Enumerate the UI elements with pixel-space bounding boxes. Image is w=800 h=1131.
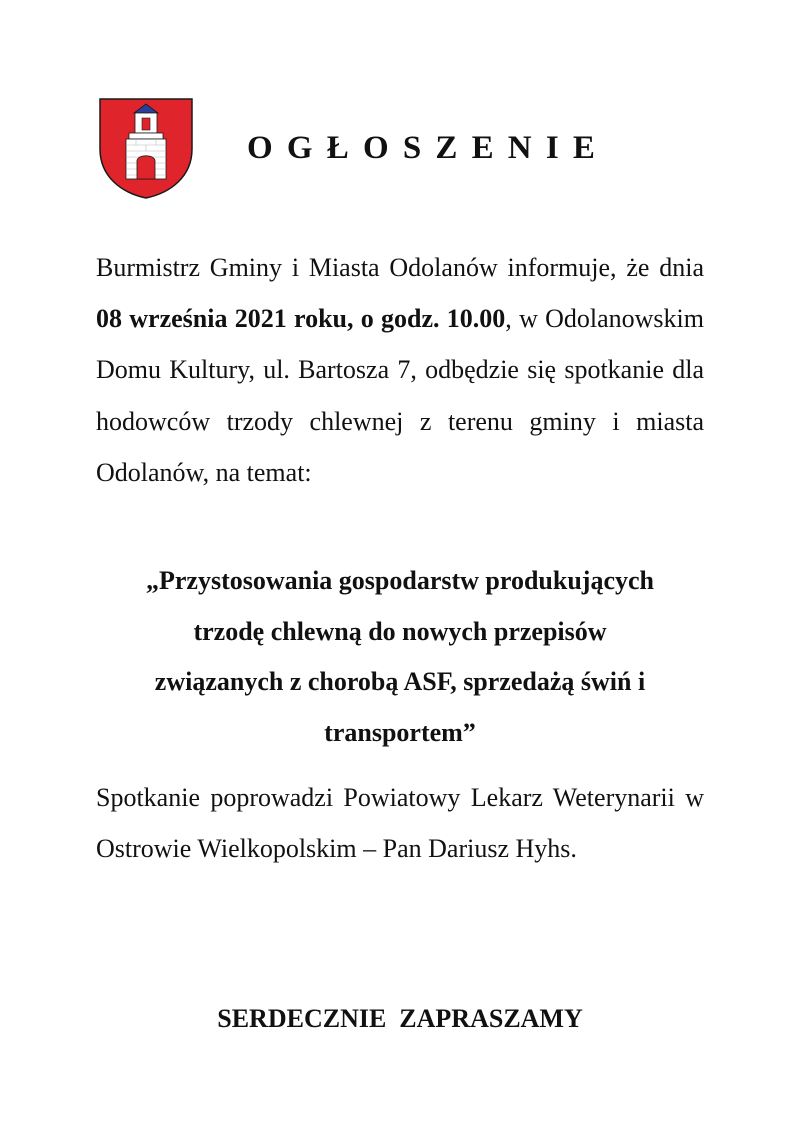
event-date: 08 września 2021 roku, o godz. 10.00 [96,304,506,334]
topic-line: transportem” [324,717,476,747]
topic-line: trzodę chlewną do nowych przepisów [193,616,607,646]
topic-line: związanych z chorobą ASF, sprzedażą świń i [154,667,646,696]
announcement-paragraph [96,242,704,498]
closing-invitation: SERDECZNIE ZAPRASZAMY [217,1004,583,1033]
page-title: OGŁOSZENIE [247,130,610,166]
meeting-topic [96,556,704,758]
intro-text: Burmistrz Gminy i Miasta Odolanów informuje, że dnia [96,253,704,282]
topic-line: „Przystosowania gospodarstw produkujących [145,566,654,595]
speaker-paragraph: Spotkanie poprowadzi Powiatowy Lekarz Weterynarii w Ostrowie Wielkopolskim – Pan Dariusz Hyhs. [96,783,704,864]
intro-text-continued: , w Odolanowskim Domu Kultury, ul. Bartosza 7, odbędzie się spotkanie dla hodowców trzody chlewnej z terenu gminy i miasta Odolanów, na temat: [96,304,704,487]
coat-of-arms-icon [98,97,194,200]
